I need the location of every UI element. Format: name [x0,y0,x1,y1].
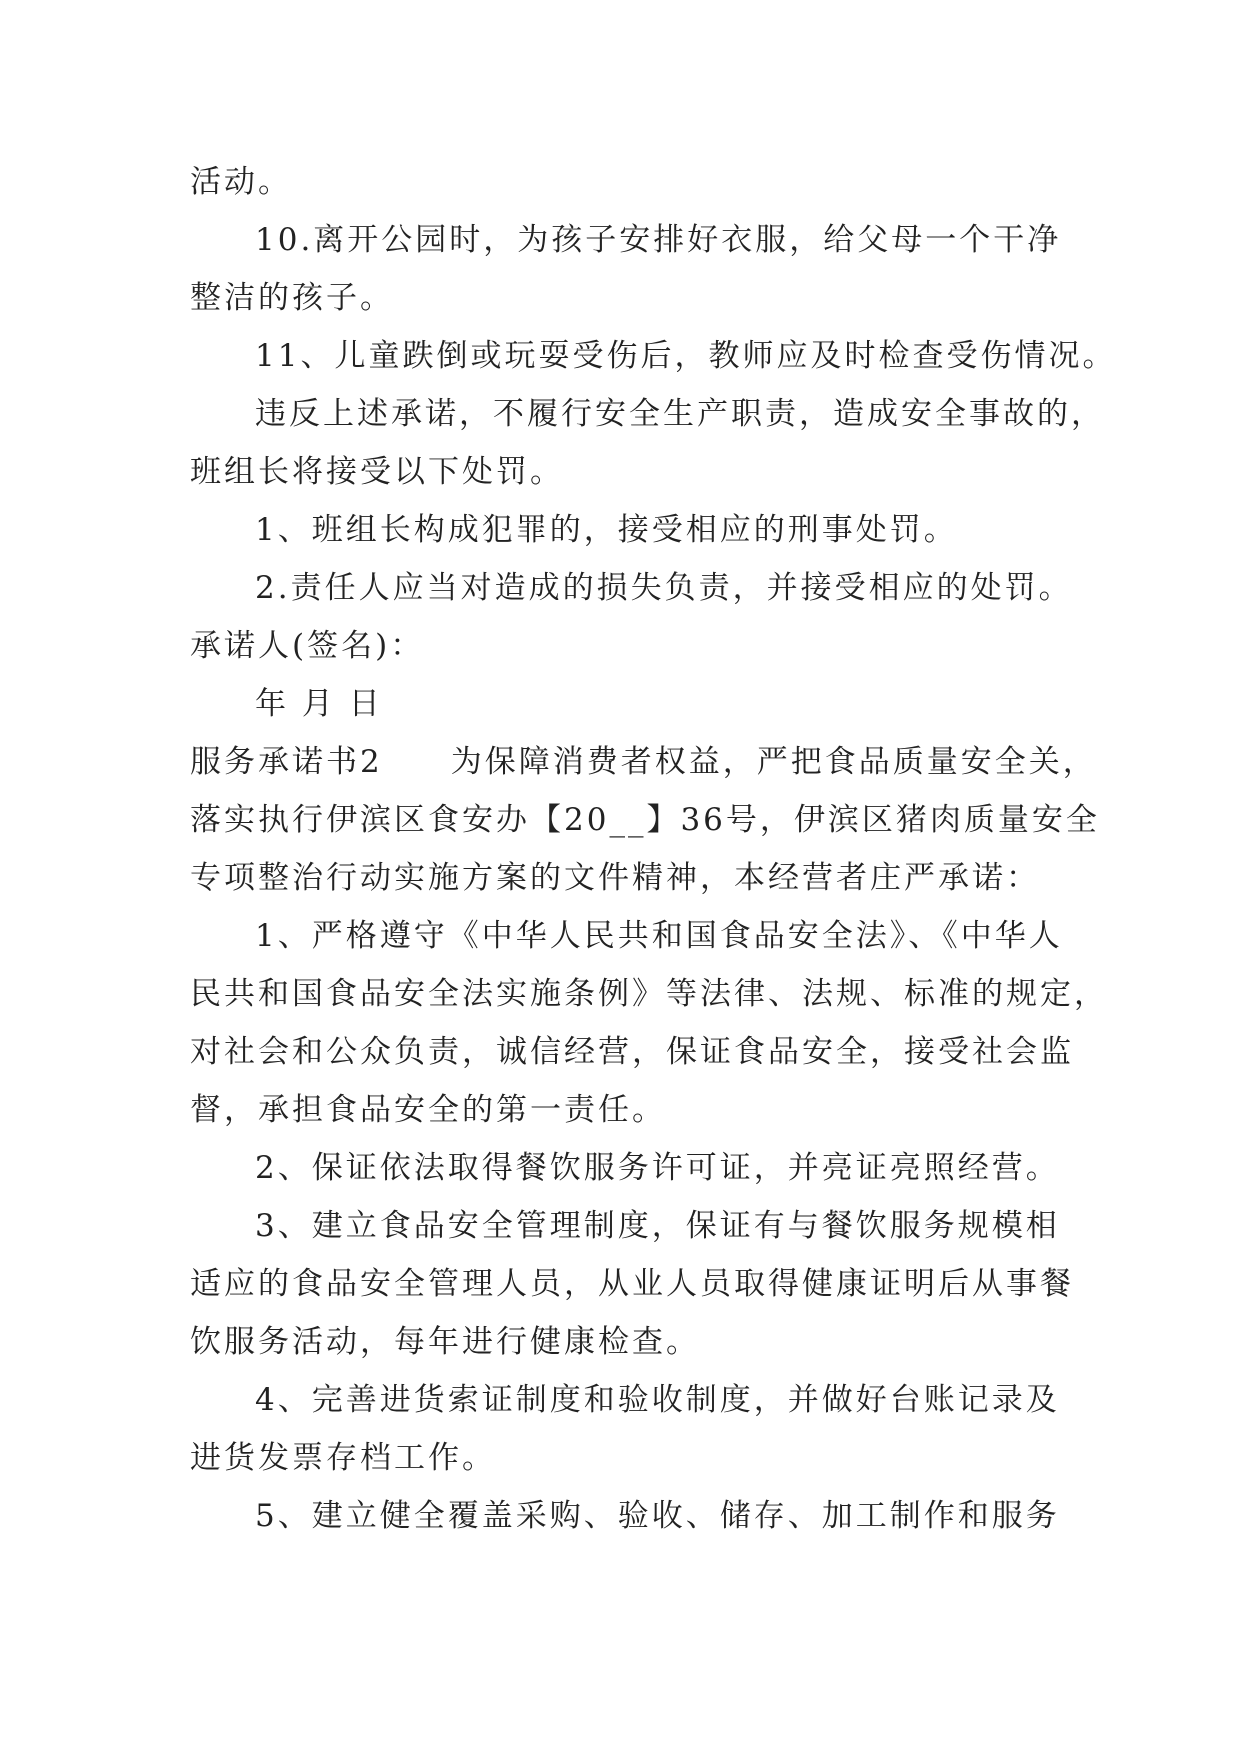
text-line: 对社会和公众负责，诚信经营，保证食品安全，接受社会监 [190,1034,1074,1070]
text-line: 督，承担食品安全的第一责任。 [190,1092,666,1128]
text-line: 3、建立食品安全管理制度，保证有与餐饮服务规模相 [255,1208,1060,1244]
text-line: 5、建立健全覆盖采购、验收、储存、加工制作和服务 [255,1498,1060,1534]
text-line: 专项整治行动实施方案的文件精神，本经营者庄严承诺： [190,860,1040,896]
text-line: 4、完善进货索证制度和验收制度，并做好台账记录及 [255,1382,1060,1418]
text-line: 2、保证依法取得餐饮服务许可证，并亮证亮照经营。 [255,1150,1060,1186]
text-line: 10.离开公园时，为孩子安排好衣服，给父母一个干净 [255,222,1062,258]
text-line: 活动。 [190,164,292,200]
text-line: 2.责任人应当对造成的损失负责，并接受相应的处罚。 [255,570,1073,606]
text-line: 11、儿童跌倒或玩耍受伤后，教师应及时检查受伤情况。 [255,338,1117,374]
text-line: 1、严格遵守《中华人民共和国食品安全法》、《中华人 [255,918,1063,954]
text-line: 班组长将接受以下处罚。 [190,454,564,490]
text-line: 1、班组长构成犯罪的，接受相应的刑事处罚。 [255,512,958,548]
document-body [190,153,1117,1545]
date-line: 年 月 日 [255,686,383,722]
section-heading-line: 服务承诺书2 为保障消费者权益，严把食品质量安全关， [190,744,1097,780]
text-line: 承诺人(签名)： [190,628,425,664]
text-line: 违反上述承诺，不履行安全生产职责，造成安全事故的， [255,396,1105,432]
text-line: 民共和国食品安全法实施条例》等法律、法规、标准的规定， [190,976,1108,1012]
text-line: 饮服务活动，每年进行健康检查。 [190,1324,700,1360]
text-line: 整洁的孩子。 [190,280,394,316]
text-line: 适应的食品安全管理人员，从业人员取得健康证明后从事餐 [190,1266,1074,1302]
text-line: 落实执行伊滨区食安办【20__】36号，伊滨区猪肉质量安全 [190,802,1100,838]
text-line: 进货发票存档工作。 [190,1440,496,1476]
